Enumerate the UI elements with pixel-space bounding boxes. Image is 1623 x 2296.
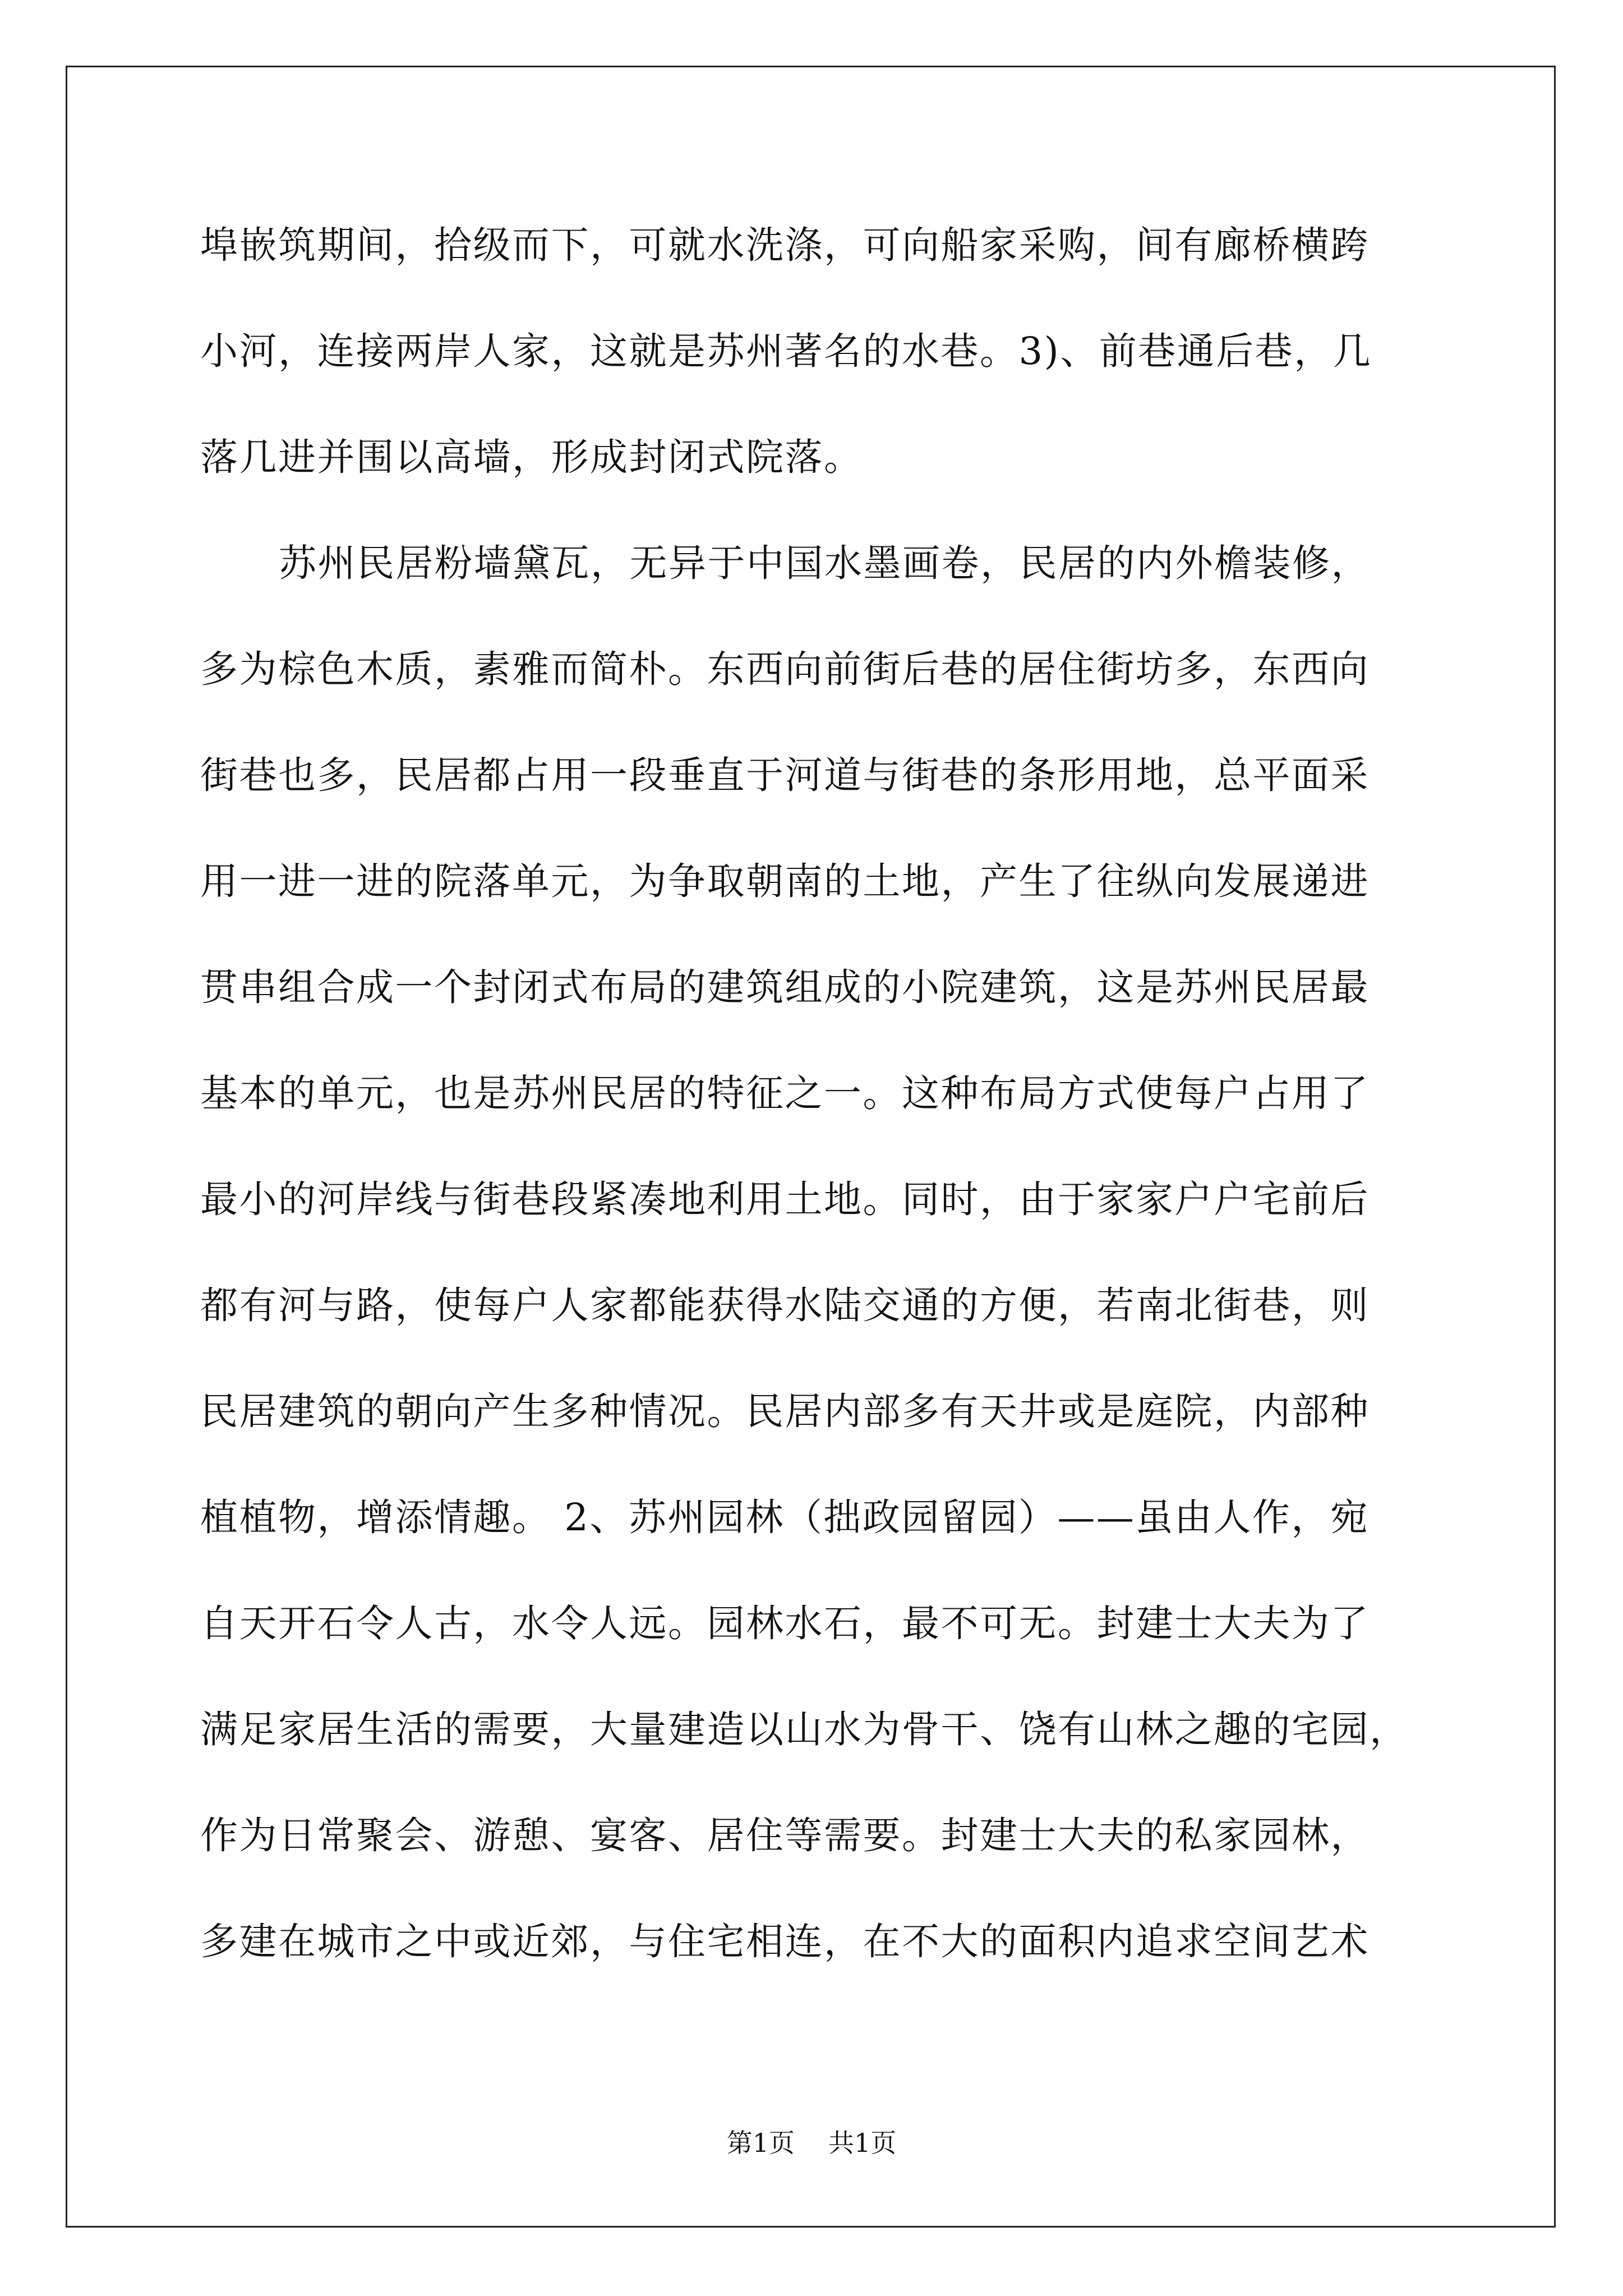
text-line: 贯串组合成一个封闭式布局的建筑组成的小院建筑，这是苏州民居最 — [200, 965, 1370, 1009]
text-line: 民居建筑的朝向产生多种情况。民居内部多有天井或是庭院，内部种 — [200, 1389, 1370, 1433]
text-line: 小河，连接两岸人家，这就是苏州著名的水巷。3)、前巷通后巷，几 — [200, 329, 1372, 373]
text-line: 满足家居生活的需要，大量建造以山水为骨干、饶有山林之趣的宅园， — [200, 1708, 1409, 1751]
text-line: 埠嵌筑期间，拾级而下，可就水洗涤，可向船家采购，间有廊桥横跨 — [200, 223, 1370, 267]
page-total: 共1页 — [828, 2128, 897, 2158]
text-line: 植植物，增添情趣。 2、苏州园林（拙政园留园）——虽由人作，宛 — [200, 1496, 1370, 1539]
text-line: 作为日常聚会、游憩、宴客、居住等需要。封建士大夫的私家园林， — [200, 1814, 1370, 1857]
page-number: 第1页 — [726, 2128, 795, 2158]
text-line: 都有河与路，使每户人家都能获得水陆交通的方便，若南北街巷，则 — [200, 1283, 1370, 1327]
text-line: 自天开石令人古，水令人远。园林水石，最不可无。封建士大夫为了 — [200, 1602, 1370, 1645]
paragraph-first-line: 苏州民居粉墙黛瓦，无异于中国水墨画卷，民居的内外檐装修， — [279, 541, 1370, 585]
text-line: 街巷也多，民居都占用一段垂直于河道与街巷的条形用地，总平面采 — [200, 753, 1370, 797]
text-line: 落几进并围以高墙，形成封闭式院落。 — [200, 435, 863, 479]
page-footer — [0, 2126, 1623, 2160]
text-line: 用一进一进的院落单元，为争取朝南的土地，产生了往纵向发展递进 — [200, 859, 1370, 903]
text-line: 最小的河岸线与街巷段紧凑地利用土地。同时，由于家家户户宅前后 — [200, 1177, 1370, 1221]
text-line: 多建在城市之中或近郊，与住宅相连，在不大的面积内追求空间艺术 — [200, 1920, 1370, 1963]
page-border — [66, 66, 1556, 2228]
text-line: 基本的单元，也是苏州民居的特征之一。这种布局方式使每户占用了 — [200, 1071, 1370, 1115]
text-line: 多为棕色木质，素雅而简朴。东西向前街后巷的居住街坊多，东西向 — [200, 647, 1370, 691]
